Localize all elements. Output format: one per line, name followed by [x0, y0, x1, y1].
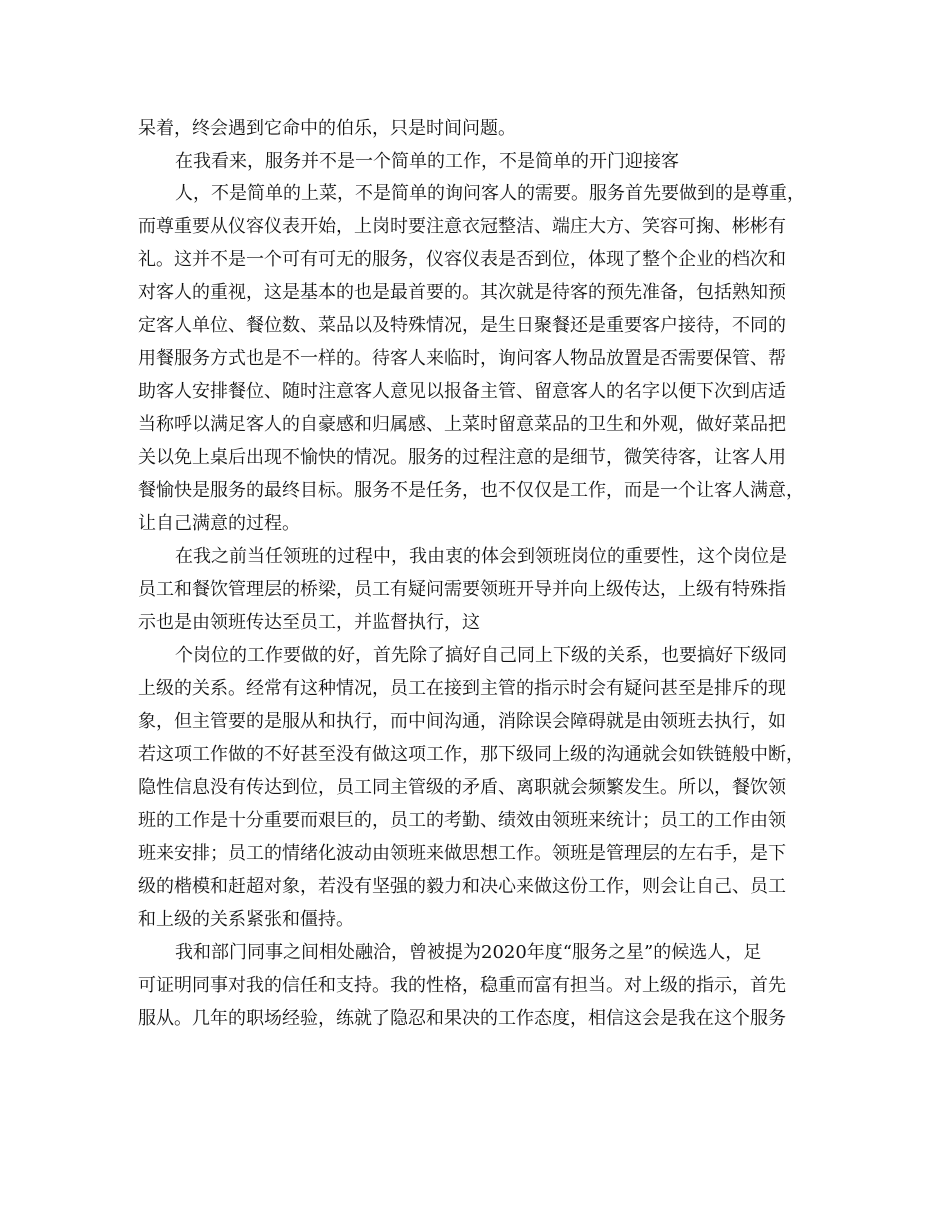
text-line: 我和部门同事之间相处融洽，曾被提为2020年度“服务之星”的候选人，足 — [175, 942, 762, 963]
text-line: 隐性信息没有传达到位，员工同主管级的矛盾、离职就会频繁发生。所以，餐饮领 — [138, 777, 786, 798]
text-line: 班的工作是十分重要而艰巨的，员工的考勤、绩效由领班来统计；员工的工作由领 — [138, 810, 786, 831]
text-line: 当称呼以满足客人的自豪感和归属感、上菜时留意菜品的卫生和外观，做好菜品把 — [138, 414, 786, 435]
text-line: 人，不是简单的上菜，不是简单的询问客人的需要。服务首先要做到的是尊重， — [175, 183, 805, 204]
text-line: 级的楷模和赶超对象，若没有坚强的毅力和决心来做这份工作，则会让自己、员工 — [138, 876, 786, 897]
text-line: 员工和餐饮管理层的桥梁，员工有疑问需要领班开导并向上级传达，上级有特殊指 — [138, 579, 786, 600]
text-line: 若这项工作做的不好甚至没有做这项工作，那下级同上级的沟通就会如铁链般中断， — [138, 744, 804, 765]
text-line: 服从。几年的职场经验，练就了隐忍和果决的工作态度，相信这会是我在这个服务 — [138, 1008, 786, 1029]
text-line: 对客人的重视，这是基本的也是最首要的。其次就是待客的预先准备，包括熟知预 — [138, 282, 786, 303]
text-line: 呆着，终会遇到它命中的伯乐，只是时间问题。 — [138, 118, 516, 139]
text-line: 用餐服务方式也是不一样的。待客人来临时，询问客人物品放置是否需要保管、帮 — [138, 348, 786, 369]
text-line: 可证明同事对我的信任和支持。我的性格，稳重而富有担当。对上级的指示，首先 — [138, 975, 786, 996]
text-line: 和上级的关系紧张和僵持。 — [138, 909, 354, 930]
text-line: 在我看来，服务并不是一个简单的工作，不是简单的开门迎接客 — [175, 151, 679, 172]
text-line: 定客人单位、餐位数、菜品以及特殊情况，是生日聚餐还是重要客户接待，不同的 — [138, 315, 786, 336]
text-line: 个岗位的工作要做的好，首先除了搞好自己同上下级的关系，也要搞好下级同 — [175, 645, 787, 666]
text-line: 关以免上桌后出现不愉快的情况。服务的过程注意的是细节，微笑待客，让客人用 — [138, 447, 786, 468]
text-line: 助客人安排餐位、随时注意客人意见以报备主管、留意客人的名字以便下次到店适 — [138, 381, 786, 402]
text-line: 示也是由领班传达至员工，并监督执行，这 — [138, 612, 480, 633]
text-line: 礼。这并不是一个可有可无的服务，仪容仪表是否到位，体现了整个企业的档次和 — [138, 249, 786, 270]
text-line: 班来安排；员工的情绪化波动由领班来做思想工作。领班是管理层的左右手，是下 — [138, 843, 786, 864]
text-line: 上级的关系。经常有这种情况，员工在接到主管的指示时会有疑问甚至是排斥的现 — [138, 678, 786, 699]
text-line: 而尊重要从仪容仪表开始，上岗时要注意衣冠整洁、端庄大方、笑容可掬、彬彬有 — [138, 216, 786, 237]
text-line: 让自己满意的过程。 — [138, 513, 300, 534]
text-line: 在我之前当任领班的过程中，我由衷的体会到领班岗位的重要性，这个岗位是 — [175, 546, 787, 567]
text-line: 餐愉快是服务的最终目标。服务不是任务，也不仅仅是工作，而是一个让客人满意， — [138, 480, 804, 501]
text-line: 象，但主管要的是服从和执行，而中间沟通，消除误会障碍就是由领班去执行，如 — [138, 711, 786, 732]
